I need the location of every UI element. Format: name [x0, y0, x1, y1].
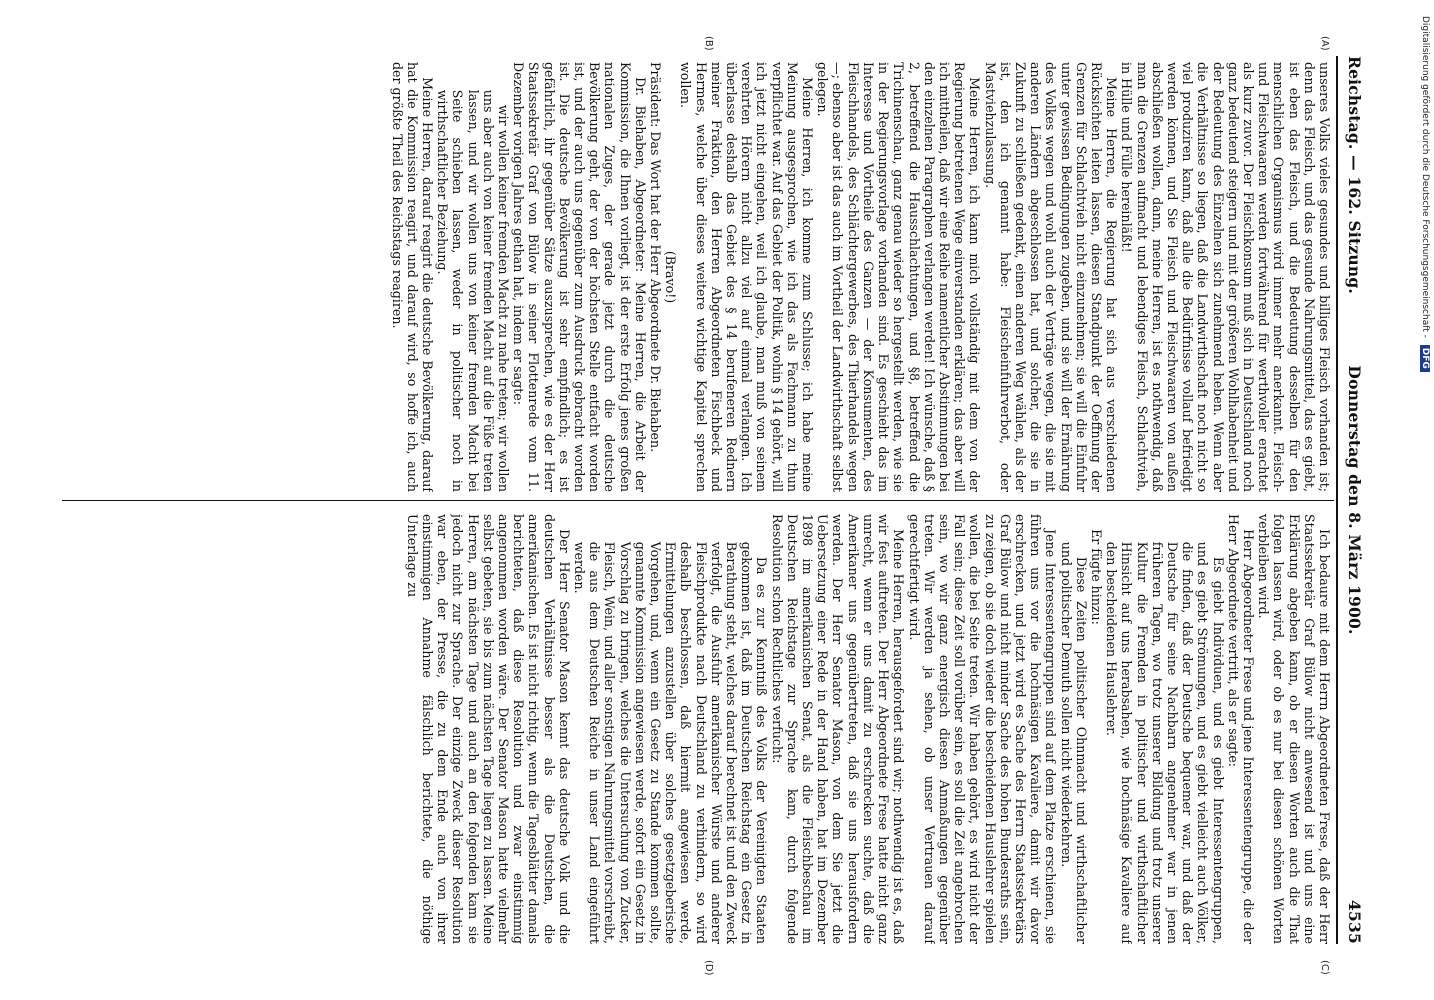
paragraph: Meine Herren, darauf reagirt die deutsche Bevölkerung, darauf hat die Kommission reagirt, und darauf wird, so hoffe ich, auch der größte Theil des Reichstags reagiren.: [389, 62, 436, 492]
paragraph: Jene Interessentengruppen sind auf dem Platze erschienen, sie führen uns vor die hochnäsigen Kavaliere, damit wir davor erschrecken, und jetzt wird es Sache des Herrn Staatssekretärs Graf Bülow und nicht minder Sache des hohen Bundesraths sein, zu zeigen, ob sie doch wieder die bescheidenen Hauslehrer spielen wollen, die bei Seite treten. Wir haben gehört, es wird nicht der Fall sein; diese Zeit soll vorüber sein, es soll die Zeit angebrochen sein, wo wir ganz energisch diesen Anmaßungen gegenüber treten. Wir werden ja sehen, ob unser Vertrauen darauf gerechtfertigt wird.: [906, 514, 1059, 944]
margin-mark-a: (A): [1319, 36, 1330, 51]
left-column: [64, 62, 1332, 492]
right-column: [64, 514, 1332, 944]
paragraph: Meine Herren, ich komme zum Schlusse; ich habe meine Meinung ausgesprochen, wie ich das als Fachmann zu thun verpflichtet war. Auf das Gebiet der Politik, wohin § 14 gehört, will ich jetzt nicht eingehen, weil ich glaube, man muß von seinem verehrten Hörern nicht allzu viel auf einmal verlangen. Ich überlasse deshalb das Gebiet des § 14 berufeneren Rednern meiner Fraktion, den Herren Abgeordneten Fischbeck und Hermes, welche über dieses weitere wichtige Kapitel sprechen wollen.: [678, 62, 816, 492]
paragraph: wir wollen keiner fremden Macht zu nahe treten; wir wollen uns aber auch von keiner fremden Macht auf die Füße treten lassen, und wir wollen uns von keiner fremden Macht bei Seite schieben lassen, weder in politischer noch in wirthschaftlicher Beziehung.: [435, 89, 512, 492]
paragraph: Diese Zeiten politischer Ohnmacht und wirthschaftlicher und politischer Demuth sollen nicht wiederkehren.: [1058, 541, 1089, 944]
paragraph: Meine Herren, ich kann mich vollständig mit dem von der Regierung betretenen Wege einverstanden erklären; das aber will ich mittheilen, daß wir eine Reihe namentlicher Abstimmungen bei den einzelnen Paragraphen verlangen werden! Ich wünsche, daß § 2, betreffend die Hausschlachtungen, und §8, betreffend die Trichinenschau, ganz genau wieder so hergestellt werden, wie sie in der Regierungsvorlage vorhanden sind. Es geschieht das im Interesse und Vortheile des Ganzen — der Konsumenten, des Fleischhandels, des Schlächtergewerbes, des Thierhandels wegen —; ebenso aber ist das auch im Vortheil der Landwirthschaft selbst gelegen.: [815, 62, 983, 492]
paragraph: Er fügte hinzu:: [1088, 529, 1104, 625]
page-header: [1338, 56, 1364, 944]
header-page-number: 4535: [1345, 900, 1364, 944]
digitization-text: Digitalisierung gefördert durch die Deutsche Forschungsgemeinschaft -: [1420, 16, 1430, 341]
paragraph: Präsident: Das Wort hat der Herr Abgeordnete Dr. Biehaben.: [648, 62, 664, 453]
header-rule: [1336, 56, 1338, 944]
paragraph: Ich bedaure mit dem Herrn Abgeordneten Frese, daß der Herr Staatssekretär Graf Bülow nicht anwesend ist und uns eine Erklärung abgeben kann, ob er diesen Worten auch die That folgen lassen wird, oder ob es nur bei diesen schönen Worten verbleiben wird.: [1256, 514, 1332, 944]
dfg-logo-badge: DFG: [1420, 345, 1430, 372]
margin-mark-b: (B): [703, 36, 714, 51]
margin-mark-d: (D): [703, 960, 714, 976]
margin-mark-c: (C): [1319, 960, 1330, 975]
paragraph: Meine Herren, herausgefordert sind wir; nothwendig ist es, daß wir fest auftreten. Der Herr Abgeordnete Frese hatte nicht ganz unrecht, wenn er uns damit zu erschrecken suchte, daß die Amerikaner uns gegenübertreten, daß sie uns herausfordern werden. Der Herr Senator Mason, von dem Sie jetzt die Uebersetzung einer Rede in der Hand haben, hat im Dezember 1898 im amerikanischen Senat, als die Fleischbeschau im Deutschen Reichstage zur Sprache kam, durch folgende Resolution schon Rechtliches verfucht:: [769, 514, 907, 944]
paragraph: unseres Volks vieles gesundes und billiges Fleisch vorhanden ist; denn das Fleisch, und das gesunde Nahrungsmittel, das es giebt, ist eben das Fleisch, und die Bedeutung desselben für den menschlichen Organismus wird immer mehr anerkannt. Fleisch- und Fleischwaaren werden fortwährend für werthvoller erachtet als kurz zuvor. Der Fleischkonsum muß sich in Deutschland noch ganz bedeutend steigern und mit der größeren Wohlhabenheit und der Bedeutung des Einzelnen sich zunehmend heben. Wenn aber die Verhältnisse so liegen, daß die Landwirthschaft noch nicht so viel produziren kann, daß alle die Bedürfnisse vollauf befriedigt werden können, und Sie Fleisch und Fleischwaaren von außen abschließen wollen, dann, meine Herren, ist es nothwendig, daß man die Grenzen aufmacht und lebendiges Fleisch, Schlachtvieh, in Hülle und Fülle hereinläßt!: [1119, 62, 1332, 492]
paragraph: Es giebt Individuen, und es giebt Interessentengruppen, und es giebt Strömungen, und es giebt vielleicht auch Völker, die finden, daß der Deutsche bequemer war, und daß der Deutsche für seine Nachbarn angenehmer war in jenen früheren Tagen, wo trotz unserer Bildung und trotz unserer Kultur die Fremden in politischer und wirthschaftlicher Hinsicht auf uns herabsahen, wie hochnäsige Kavaliere auf den bescheidenen Hauslehrer.: [1104, 541, 1226, 944]
header-date: Donnerstag den 8. März 1900.: [1345, 365, 1364, 635]
paragraph: Herr Abgeordneter Frese und jene Interessentengruppe, die der Herr Abgeordnete vertritt, als er sagte:: [1225, 514, 1256, 944]
paragraph: Der Herr Senator Mason kennt das deutsche Volk und die deutschen Verhältnisse besser als die Deutschen, die amerikanischen. Es ist nicht richtig, wenn die Tagesblätter damals berichteten, daß diese Resolution und zwar einstimmig angenommen worden wäre. Der Senator Mason hatte vielmehr selbst gebeten, sie bis zum nächsten Tage liegen zu lassen. Meine Herren, am nächsten Tage und auch an den folgenden kam sie jedoch nicht zur Sprache. Der einzige Zweck dieser Resolution war eben, der Presse, die zu dem Ende auch von ihrer einstimmigen Annahme fälschlich berichtete, die nöthige Unterlage zu: [404, 514, 572, 944]
digitization-note: [1418, 16, 1430, 626]
header-session: Reichstag. — 162. Sitzung.: [1345, 56, 1364, 294]
column-divider: [62, 500, 1334, 501]
paragraph: Dr. Biehaben, Abgeordneter: Meine Herren, die Arbeit der Kommission, die Ihnen vorliegt, ist der erste Erfolg jenes großen nationalen Zuges, der gerade jetzt durch die deutsche Bevölkerung geht, der von der höchsten Stelle entfacht worden ist, und der auch uns gegenüber zum Ausdruck gebracht worden ist. Die deutsche Bevölkerung ist sehr empfindlich; es ist gefährlich, ihr gegenüber Sätze auszusprechen, wie es der Herr Staatssekretär Graf von Bülow in seiner Flottenrede vom 11. Dezember vorigen Jahres gethan hat, indem er sagte:: [511, 62, 648, 492]
paragraph: Da es zur Kenntniß des Volks der Vereinigten Staaten gekommen ist, daß im Deutschen Reichstag ein Gesetz in Berathung steht, welches darauf berechnet ist und den Zweck verfolgt, die Ausfuhr amerikanischer Würste und anderer Fleischprodukte nach Deutschland zu verhindern, so wird deshalb beschlossen, daß hiermit angewiesen werde, Ermittelungen anzustellen über solches gesetzgeberische Vorgehen, und, wenn ein Gesetz zu Stande kommen sollte, genannte Kommission angewiesen werde, sofort ein Gesetz in Vorschlag zu bringen, welches die Untersuchung von Zucker, Fleisch, Wein, und aller sonstigen Nahrungsmittel vorschreibt, die aus dem Deutschen Reiche in unser Land eingeführt werden.: [572, 541, 770, 944]
paragraph: (Bravo!): [663, 250, 679, 304]
paragraph: Meine Herren, die Regierung hat sich aus verschiedenen Rücksichten leiten lassen, diesen Standpunkt der Oeffnung der Grenzen für Schlachtvieh nicht einzunehmen; sie will die Einfuhr unter gewissen Bedingungen zugeben, und sie will der Ernährung des Volkes wegen und wohl auch der Verträge wegen, die sie mit anderen Ländern abgeschlossen hat, und solcher, die sie in Zukunft zu schließen gedenkt, einen anderen Weg wählen, als der ist, den ich genannt habe: Fleischeinfuhrverbot, oder Mastviehzulassung.: [982, 62, 1120, 492]
